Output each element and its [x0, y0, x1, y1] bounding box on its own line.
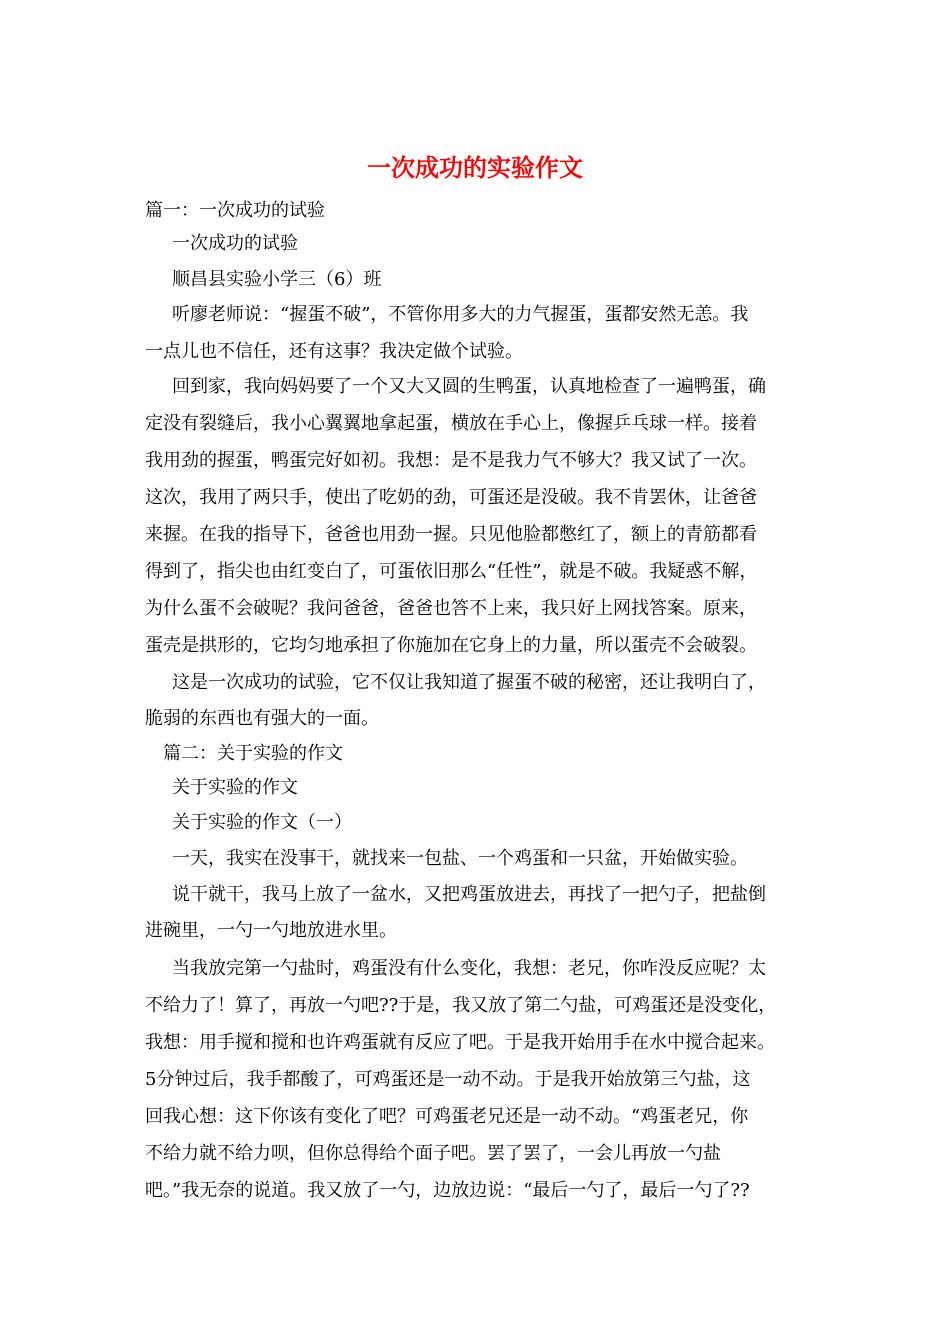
- paragraph-line: 脆弱的东西也有强大的一面。: [145, 708, 379, 729]
- paragraph-line: 为什么蛋不会破呢？我问爸爸，爸爸也答不上来，我只好上网找答案。原来，: [145, 598, 757, 619]
- paragraph-line: 来握。在我的指导下，爸爸也用劲一握。只见他脸都憋红了，额上的青筋都看: [145, 524, 757, 545]
- paragraph-line: 这是一次成功的试验，它不仅让我知道了握蛋不破的秘密，还让我明白了，: [172, 672, 766, 693]
- paragraph-line: 我用劲的握蛋，鸭蛋完好如初。我想：是不是我力气不够大？我又试了一次。: [145, 450, 757, 471]
- section-heading-2: 篇二：关于实验的作文: [163, 743, 343, 764]
- paragraph-line: 一点儿也不信任，还有这事？我决定做个试验。: [145, 341, 523, 362]
- paragraph-line: 5分钟过后，我手都酸了，可鸡蛋还是一动不动。于是我开始放第三勺盐，这: [145, 1069, 751, 1090]
- paragraph-line: 说干就干，我马上放了一盆水，又把鸡蛋放进去，再找了一把勺子，把盐倒: [172, 884, 766, 905]
- paragraph-line: 我想：用手搅和搅和也许鸡蛋就有反应了吧。于是我开始用手在水中搅合起来。: [145, 1032, 775, 1053]
- paragraph-line: 得到了，指尖也由红变白了，可蛋依旧那么“任性”，就是不破。我疑惑不解，: [145, 561, 758, 582]
- paragraph-line: 不给力了！算了，再放一勺吧??于是，我又放了第二勺盐，可鸡蛋还是没变化，: [145, 995, 777, 1016]
- paragraph-line: 蛋壳是拱形的，它均匀地承担了你施加在它身上的力量，所以蛋壳不会破裂。: [145, 635, 757, 656]
- document-title: 一次成功的实验作文: [367, 153, 583, 182]
- essay-title-2: 关于实验的作文: [172, 777, 298, 798]
- paragraph-line: 这次，我用了两只手，使出了吃奶的劲，可蛋还是没破。我不肯罢休，让爸爸: [145, 487, 757, 508]
- paragraph-line: 听廖老师说：“握蛋不破”，不管你用多大的力气握蛋，蛋都安然无恙。我: [172, 304, 749, 325]
- paragraph-line: 不给力就不给力呗，但你总得给个面子吧。罢了罢了，一会儿再放一勺盐: [145, 1143, 721, 1164]
- paragraph-line: 定没有裂缝后，我小心翼翼地拿起蛋，横放在手心上，像握乒乓球一样。接着: [145, 413, 757, 434]
- paragraph-line: 吧。”我无奈的说道。我又放了一勺，边放边说：“最后一勺了，最后一勺了??: [145, 1180, 750, 1201]
- essay-title-1: 一次成功的试验: [172, 233, 298, 254]
- paragraph-line: 当我放完第一勺盐时，鸡蛋没有什么变化，我想：老兄，你咋没反应呢？太: [172, 958, 766, 979]
- section-heading-1: 篇一：一次成功的试验: [145, 200, 325, 221]
- paragraph-line: 一天，我实在没事干，就找来一包盐、一个鸡蛋和一只盆，开始做实验。: [172, 848, 748, 869]
- essay-subtitle: 关于实验的作文（一）: [172, 812, 352, 833]
- paragraph-line: 进碗里，一勺一勺地放进水里。: [145, 920, 397, 941]
- paragraph-line: 回到家，我向妈妈要了一个又大又圆的生鸭蛋，认真地检查了一遍鸭蛋，确: [172, 376, 766, 397]
- paragraph-line: 回我心想：这下你该有变化了吧？可鸡蛋老兄还是一动不动。“鸡蛋老兄，你: [145, 1106, 749, 1127]
- essay-author: 顺昌县实验小学三（6）班: [172, 269, 382, 290]
